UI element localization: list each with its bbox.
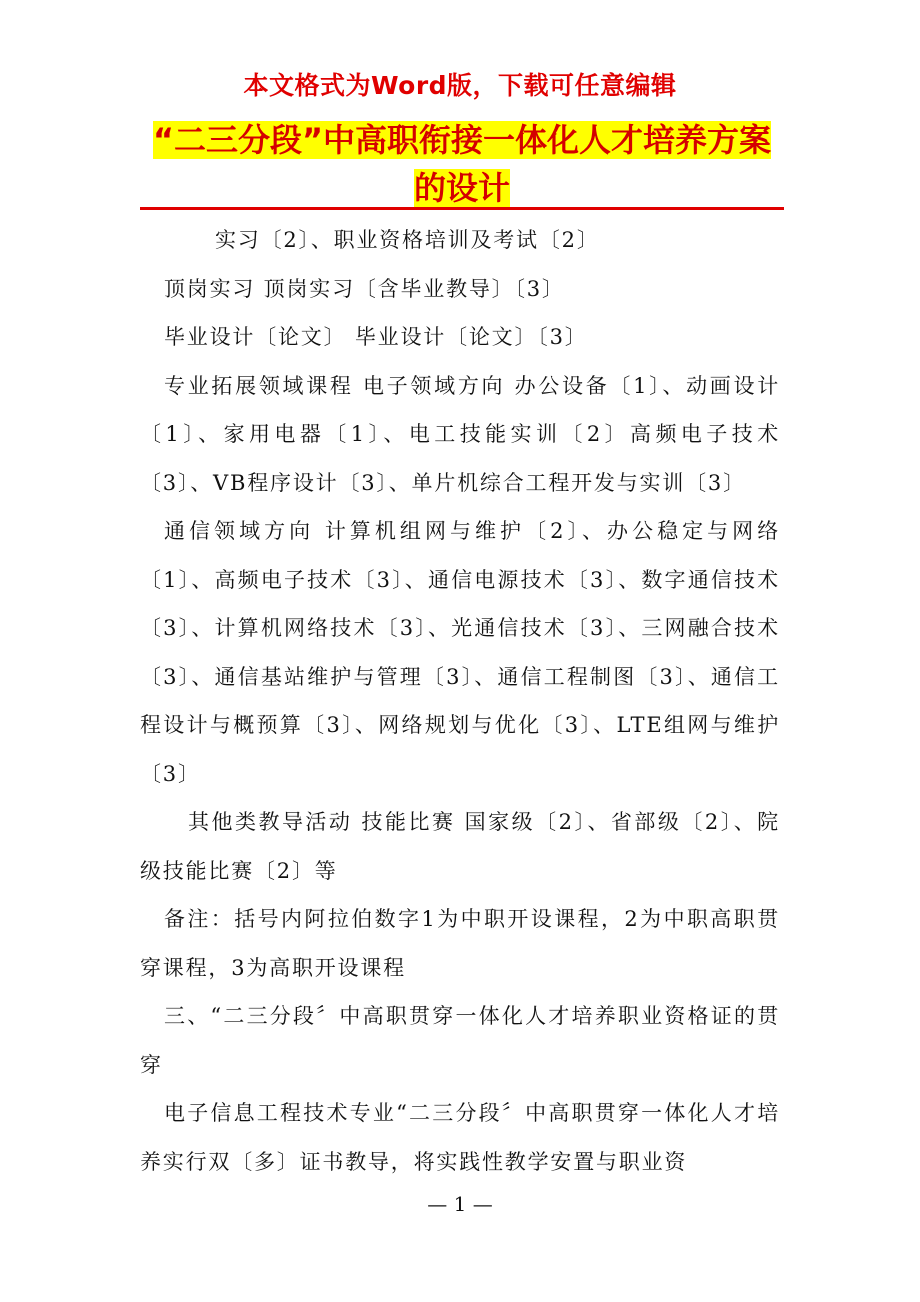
section-heading: 三、“二三分段〞中高职贯穿一体化人才培养职业资格证的贯穿	[140, 1004, 780, 1077]
page-number: — 1 —	[427, 1192, 493, 1216]
title-highlight: “二三分段”中高职衔接一体化人才培养方案的设计	[152, 121, 772, 207]
title-divider	[140, 207, 784, 210]
paragraph-other-activities: 其他类教导活动 技能比赛 国家级〔2〕、省部级〔2〕、院级技能比赛〔2〕等	[140, 810, 780, 883]
format-banner: 本文格式为Word版，下载可任意编辑	[243, 71, 677, 100]
paragraph-graduation-design: 毕业设计〔论文〕 毕业设计〔论文〕〔3〕	[164, 325, 588, 349]
paragraph-internship: 实习〔2〕、职业资格培训及考试〔2〕	[215, 228, 600, 252]
paragraph-communication-direction: 通信领域方向 计算机组网与维护〔2〕、办公稳定与网络〔1〕、高频电子技术〔3〕、通信电源技术〔3〕、数字通信技术〔3〕、计算机网络技术〔3〕、光通信技术〔3〕、三网融合技术〔3〕、通信基站维护与管理〔3〕、通信工程制图〔3〕、通信工程设计与概预算〔3〕、网络规划与优化〔3〕、LTE组网与维护〔3〕	[140, 519, 780, 786]
paragraph-note: 备注：括号内阿拉伯数字1为中职开设课程，2为中职高职贯穿课程，3为高职开设课程	[140, 907, 780, 980]
document-body	[140, 216, 780, 1186]
paragraph-placement: 顶岗实习 顶岗实习〔含毕业教导〕〔3〕	[164, 276, 565, 301]
paragraph-dual-certificate: 电子信息工程技术专业“二三分段〞中高职贯穿一体化人才培养实行双〔多〕证书教导，将实践性教学安置与职业资	[140, 1101, 780, 1174]
paragraph-electronics-direction: 专业拓展领域课程 电子领域方向 办公设备〔1〕、动画设计〔1〕、家用电器〔1〕、电工技能实训〔2〕高频电子技术〔3〕、VB程序设计〔3〕、单片机综合工程开发与实训〔3〕	[140, 373, 780, 495]
document-title	[140, 116, 784, 212]
